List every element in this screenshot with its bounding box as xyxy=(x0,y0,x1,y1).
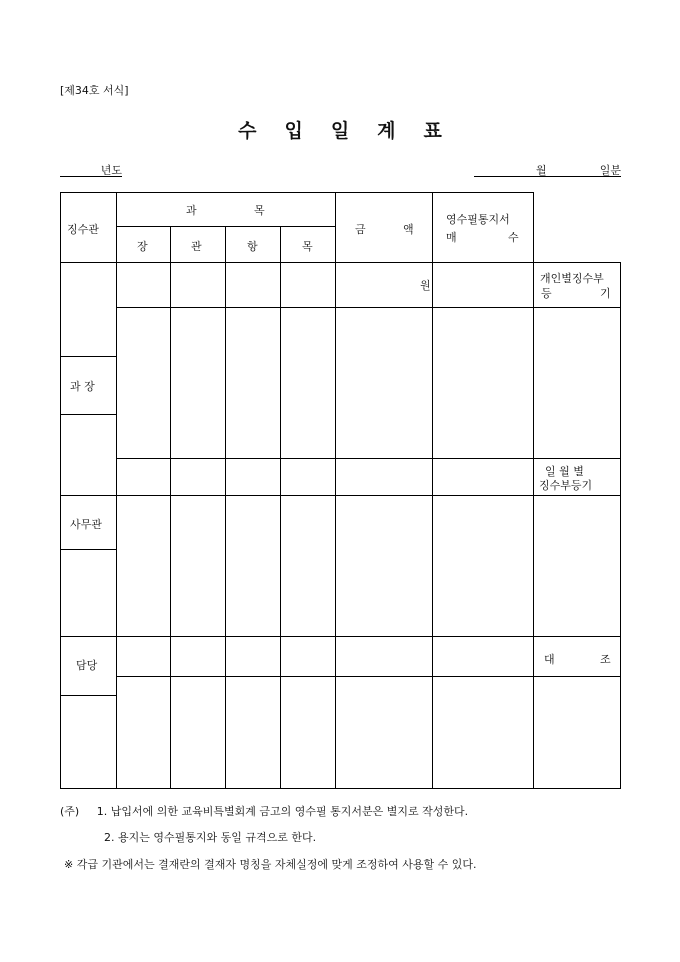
form-number: [제34호 서식] xyxy=(60,84,129,97)
receipt-header-1: 영수필통지서 xyxy=(446,213,510,226)
note-2: 2. 용지는 영수필통지와 동일 규격으로 한다. xyxy=(104,831,317,844)
grid-line xyxy=(60,356,116,357)
date-field[interactable] xyxy=(474,162,621,177)
receipt-header-2a: 매 xyxy=(446,231,457,244)
grid-line xyxy=(116,676,621,677)
approver-staff: 담당 xyxy=(76,659,98,672)
note-prefix: (주) xyxy=(60,805,80,818)
grid-line xyxy=(60,549,116,550)
personal-ledger-line2a: 등 xyxy=(541,287,552,300)
grid-line xyxy=(60,636,621,637)
grid-line xyxy=(432,192,433,788)
grid-line xyxy=(60,695,116,696)
amount-header-1: 금 xyxy=(355,223,366,236)
grid-line xyxy=(60,414,116,415)
grid-line xyxy=(60,262,621,263)
grid-line xyxy=(225,226,226,788)
grid-line xyxy=(620,262,621,788)
grid-line xyxy=(60,192,61,788)
title-char: 계 xyxy=(377,120,396,142)
title-char: 표 xyxy=(423,120,442,142)
check-label-a: 대 xyxy=(544,653,555,666)
col-jang: 장 xyxy=(137,240,148,253)
collector-header: 징수관 xyxy=(67,223,99,236)
title-char: 입 xyxy=(284,120,303,142)
personal-ledger-line1: 개인별징수부 xyxy=(540,272,604,285)
month-label: 월 xyxy=(536,164,547,177)
title-char: 수 xyxy=(238,120,257,142)
note-1-text: 1. 납입서에 의한 교육비특별회계 금고의 영수필 통지서분은 별지로 작성한다. xyxy=(96,805,469,818)
page-title xyxy=(0,116,680,143)
amount-header-2: 액 xyxy=(403,223,414,236)
grid-line xyxy=(116,192,117,788)
daily-monthly-line2: 징수부등기 xyxy=(539,479,593,492)
approver-clerk: 사무관 xyxy=(70,518,102,531)
won-unit: 원 xyxy=(420,279,431,292)
grid-line xyxy=(533,192,534,788)
receipt-header-2b: 수 xyxy=(508,231,519,244)
day-label: 일분 xyxy=(599,164,621,177)
subject-header-1: 과 xyxy=(186,204,197,217)
grid-line xyxy=(335,192,336,788)
grid-line xyxy=(116,458,621,459)
grid-line xyxy=(280,226,281,788)
col-hang: 항 xyxy=(247,240,258,253)
grid-line xyxy=(116,307,621,308)
daily-monthly-line1: 일 월 별 xyxy=(545,465,584,478)
year-field[interactable] xyxy=(60,162,122,177)
grid-line xyxy=(60,788,621,789)
grid-line xyxy=(170,226,171,788)
personal-ledger-line2b: 기 xyxy=(600,287,611,300)
title-char: 일 xyxy=(330,120,350,142)
note-3: ※ 각급 기관에서는 결재란의 결재자 명칭을 자체실정에 맞게 조정하여 사용할 수 있다. xyxy=(64,858,477,871)
grid-line xyxy=(60,495,621,496)
col-gwan: 관 xyxy=(191,240,202,253)
note-1 xyxy=(60,803,468,819)
col-mok: 목 xyxy=(302,240,313,253)
subject-header-2: 목 xyxy=(254,204,265,217)
grid-line xyxy=(60,192,534,193)
year-label: 년도 xyxy=(100,164,122,177)
approver-section-chief: 과 장 xyxy=(70,380,95,393)
check-label-b: 조 xyxy=(600,653,611,666)
